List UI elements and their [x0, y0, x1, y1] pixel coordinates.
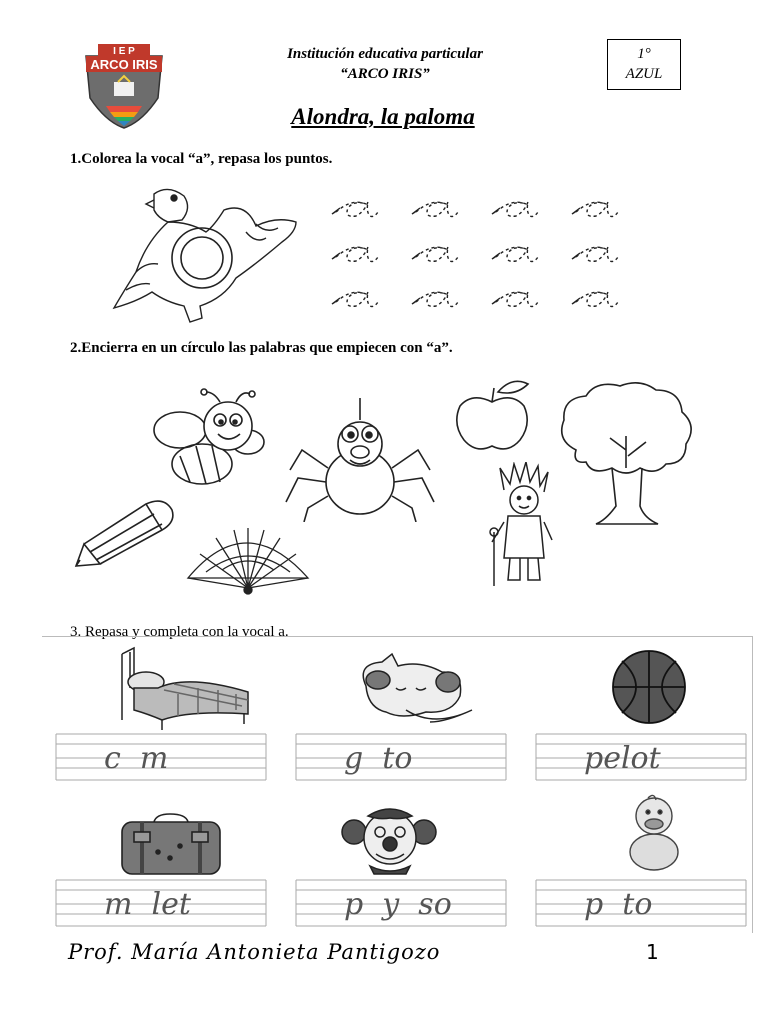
- page-title: Alondra, la paloma: [291, 104, 475, 129]
- logo-name: ARCO IRIS: [90, 57, 158, 72]
- exercise1-instruction: 1.Colorea la vocal “a”, repasa los puntos.: [70, 151, 333, 167]
- institution-line2: “ARCO IRIS”: [340, 66, 430, 82]
- writing-line[interactable]: [536, 880, 746, 926]
- exercise2-instruction: 2.Encierra en un círculo las palabras que empiecen con “a”.: [70, 340, 453, 356]
- trace-word: g to: [344, 741, 413, 776]
- trace-word: c m: [104, 741, 169, 776]
- institution-line1: Institución educativa particular: [287, 46, 483, 62]
- trace-word: pelot: [584, 741, 661, 776]
- trace-word: m let: [104, 887, 191, 922]
- logo-top-text: I E P: [113, 46, 135, 57]
- trace-word: p to: [584, 887, 653, 922]
- writing-line[interactable]: [536, 734, 746, 780]
- writing-line[interactable]: [296, 880, 506, 926]
- trace-word: p y so: [344, 887, 452, 922]
- grade-label: 1°: [637, 46, 651, 62]
- writing-line[interactable]: [296, 734, 506, 780]
- page-number: 1: [646, 940, 659, 964]
- writing-line[interactable]: [56, 734, 266, 780]
- section-label: AZUL: [625, 66, 663, 82]
- exercise3-instruction: 3. Repasa y completa con la vocal a.: [70, 624, 289, 640]
- teacher-name: Prof. María Antonieta Pantigozo: [68, 940, 441, 964]
- writing-line[interactable]: [56, 880, 266, 926]
